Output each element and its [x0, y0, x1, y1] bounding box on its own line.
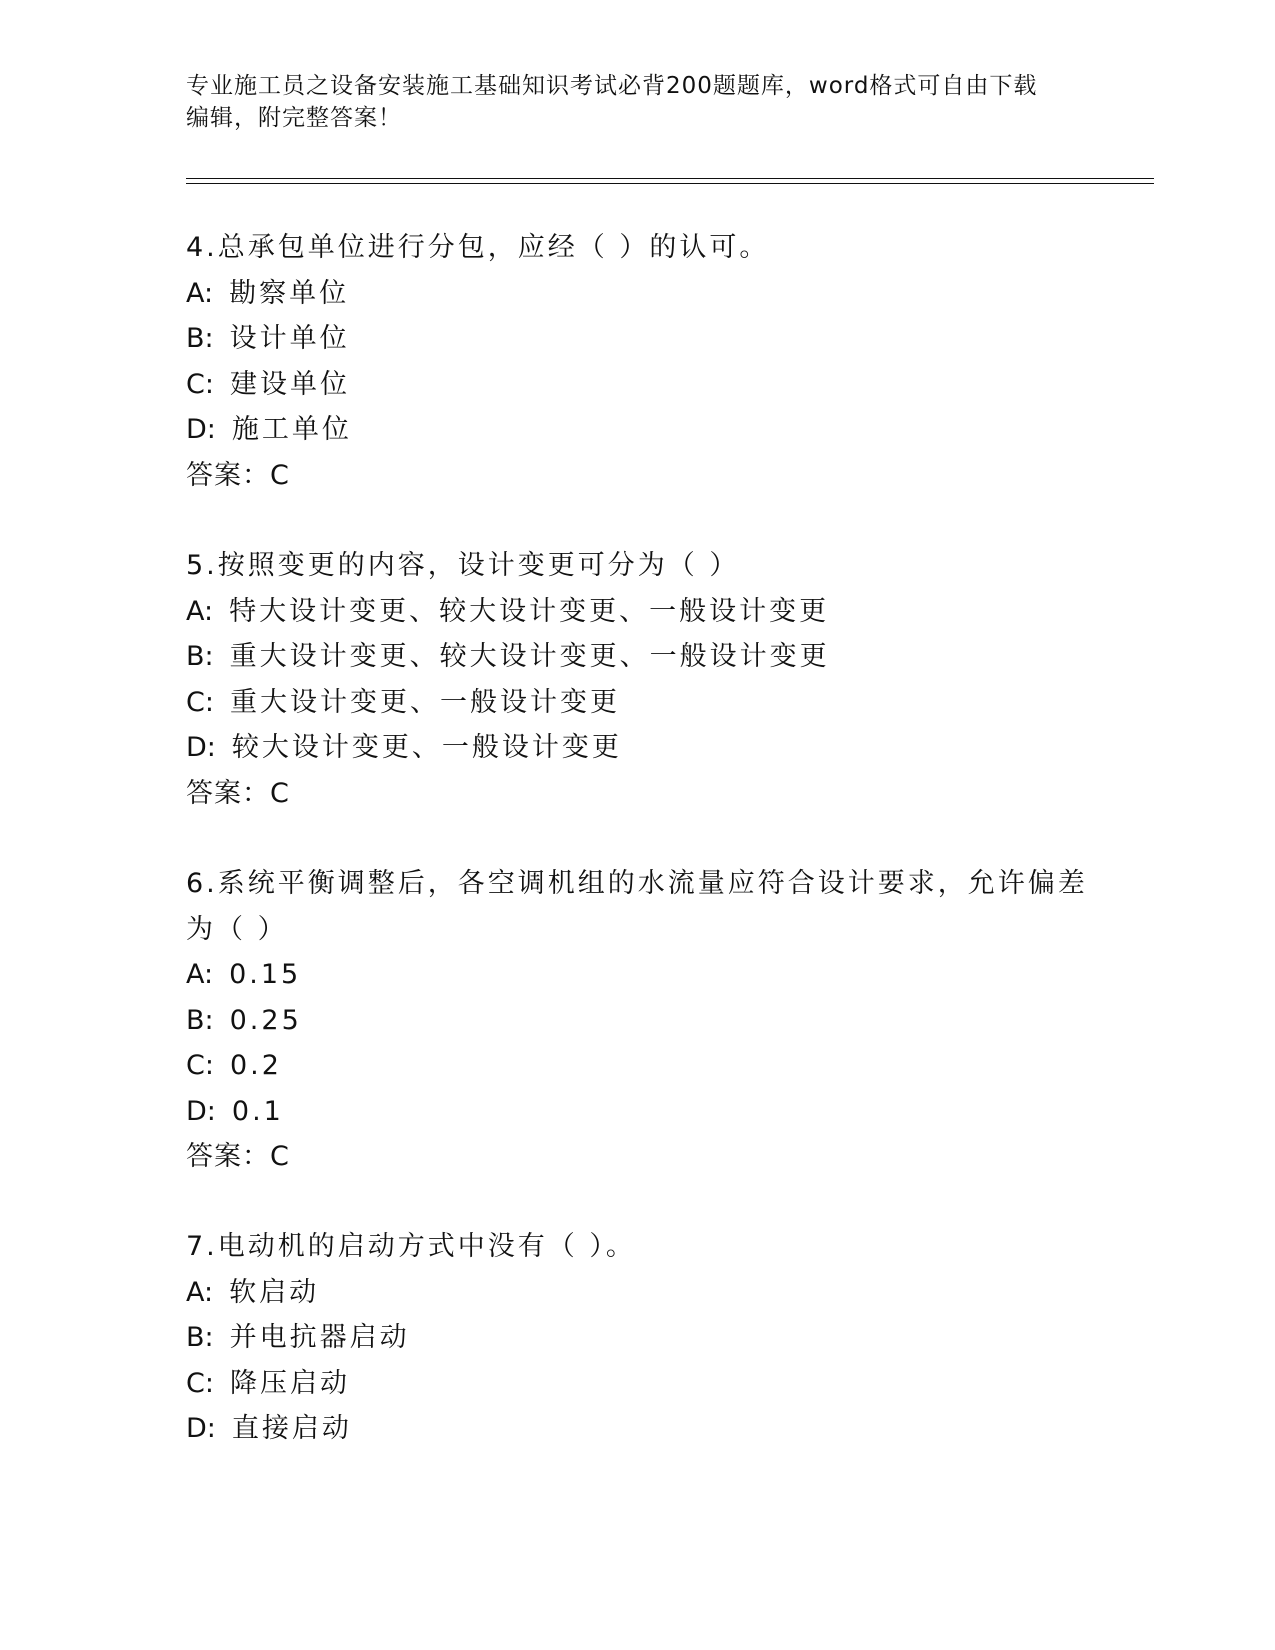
option-b: B: 重大设计变更、较大设计变更、一般设计变更 [186, 641, 830, 672]
option-c: C: 0.2 [186, 1050, 282, 1081]
option-d: D: 0.1 [186, 1095, 284, 1127]
header-divider-bottom [186, 183, 1154, 184]
option-b: B: 设计单位 [186, 323, 350, 354]
header-line-2: 编辑，附完整答案！ [186, 105, 402, 131]
document-header [186, 70, 1086, 134]
question-4 [186, 225, 1086, 498]
option-b: B: 0.25 [186, 1004, 302, 1036]
question-stem-line-2: 为（ ） [186, 913, 288, 945]
option-c: C: 建设单位 [186, 368, 350, 400]
option-d: D: 较大设计变更、一般设计变更 [186, 732, 622, 763]
option-c: C: 降压启动 [186, 1367, 350, 1399]
option-a: A: 软启动 [186, 1276, 320, 1308]
option-a: A: 特大设计变更、较大设计变更、一般设计变更 [186, 595, 830, 627]
header-line-1: 专业施工员之设备安装施工基础知识考试必背200题题库，word格式可自由下载 [186, 73, 1038, 99]
question-stem-line-1: 6.系统平衡调整后，各空调机组的水流量应符合设计要求，允许偏差 [186, 868, 1088, 899]
option-b: B: 并电抗器启动 [186, 1322, 410, 1353]
question-6 [186, 861, 1086, 1180]
option-c: C: 重大设计变更、一般设计变更 [186, 686, 620, 718]
question-stem: 5.按照变更的内容，设计变更可分为（ ） [186, 550, 740, 581]
answer-label: 答案：C [186, 1141, 290, 1172]
question-7 [186, 1224, 1086, 1452]
header-divider-top [186, 178, 1154, 179]
question-5 [186, 543, 1086, 816]
option-d: D: 施工单位 [186, 414, 352, 445]
option-d: D: 直接启动 [186, 1413, 352, 1444]
answer-label: 答案：C [186, 777, 290, 809]
question-stem: 4.总承包单位进行分包，应经（ ）的认可。 [186, 232, 770, 263]
answer-label: 答案：C [186, 459, 290, 491]
option-a: A: 勘察单位 [186, 277, 350, 309]
question-stem: 7.电动机的启动方式中没有（ ）。 [186, 1231, 636, 1262]
option-a: A: 0.15 [186, 959, 302, 990]
